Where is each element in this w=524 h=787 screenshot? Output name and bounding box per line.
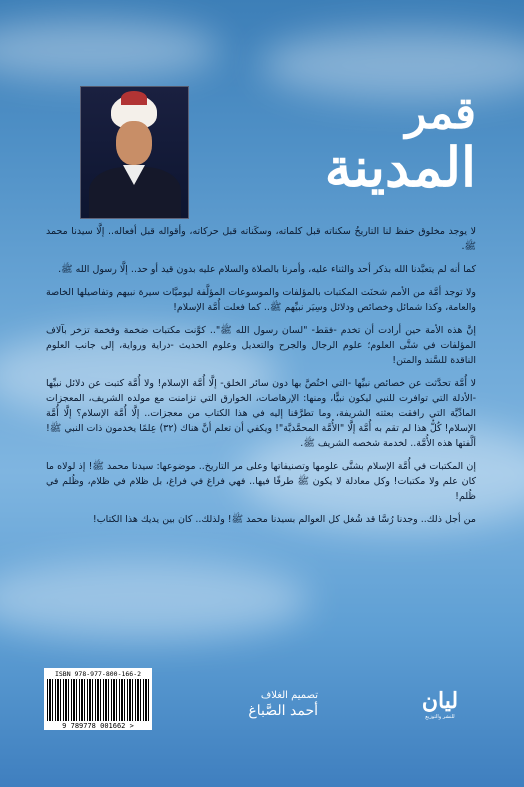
paragraph: لا أُمَّة تحدَّثت عن خصائص نبيِّها -التي اختُصَّ بها دون سائر الخلق- إلَّا أُمَّة الإسلام! ولا أُمَّة كتبت عن دلائل نبيِّها -الأدلة التي توافرت للنبي ليكون نبيًّا، ومنها: الإرهاصات، الخوارق التي تزامنت مع مولده الشريف، المعجزات المادِّيَّة التي رافقت بعثته الشريفة، وما تطرَّقنا إليه في هذا الكتاب من معجزات.. إلَّا أُمَّة الإسلام؟ إلَّا أُمَّة الإسلام! كُلُّ هذا لم تقم به أُمَّة إلَّا "الأُمَّة المحمَّديَّة"! ويكفي أن تعلم أنَّ هناك (٣٢) عِلمًا يخدمون ذات النبي ﷺ! ألَّفتها هذه الأُمَّة.. لخدمة شخصه الشريف ﷺ. bbox=[46, 378, 476, 449]
design-label: تصميم الغلاف bbox=[260, 690, 318, 701]
paragraph: من أجل ذلك.. وجدنا رُسَّا قد شُغل كل العوالم بسيدنا محمد ﷺ! ولذلك.. كان بين يديك هذا الكتاب! bbox=[92, 514, 476, 525]
isbn-barcode bbox=[44, 668, 152, 730]
publisher-logo bbox=[418, 690, 462, 720]
paragraph: كما أنه لم يتعبَّدنا الله بذكر أحد والثناء عليه، وأمرنا بالصلاة والسلام عليه بدون قيد أو حد.. إلَّا رسول الله ﷺ. bbox=[58, 264, 476, 275]
publisher-mark: ليان bbox=[421, 688, 459, 714]
publisher-subtitle: للنشر والتوزيع bbox=[425, 714, 455, 720]
paragraph: ولا توجد أمَّة من الأمم شحنَت المكتبات بالمؤلفات والموسوعات المؤلَّفة ليوميَّات سيرة نبيهم وتفاصيلها الخاصة والعامة، وكذا شمائل وخصائص ودلائل وسِيَر نبيِّهم ﷺ.. كما فعلت أُمَّة الإسلام! bbox=[46, 287, 476, 313]
designer-name: أحمد الصَّباغ bbox=[248, 703, 318, 719]
isbn-text: ISBN 978-977-800-166-2 bbox=[54, 670, 142, 678]
barcode-bars bbox=[47, 679, 149, 721]
barcode-number: 9 789778 001662 > bbox=[62, 722, 134, 730]
paragraph: إنَّ هذه الأمة حين أرادت أن تخدم -فقط- "لسان رسول الله ﷺ".. كوَّنت مكتبات ضخمة وفخمة تزخر بآلاف المؤلفات في شتَّى العلوم؛ علوم الرجال والجرح والتعديل وعلوم الحديث -دراية ورواية، إلى جانب العلوم الناقدة للسَّند والمتن! bbox=[46, 325, 476, 366]
cover-design-credit bbox=[208, 690, 318, 719]
paragraph: إن المكتبات في أُمَّة الإسلام بشتَّى علومها وتصنيفاتها وعلى مر التاريخ.. موضوعها: سيدنا محمد ﷺ! إذ لولاه ما كان علم ولا مكتبات! وكل معادلة لا يكون ﷺ طرفًا فيها.. فهي فراغ في فراغ، بل ظلام في ظلام، وظُلم في ظُلم! bbox=[46, 461, 476, 502]
title-line-2: المدينة bbox=[324, 135, 476, 199]
back-cover-text bbox=[46, 224, 476, 535]
author-photo bbox=[80, 86, 189, 219]
paragraph: لا يوجد مخلوق حفظ لنا التاريخُ سكناته قبل كلماته، وسكَناته قبل حركاته، وأقواله قبل أفعاله.. إلَّا سيدنا محمد ﷺ. bbox=[46, 226, 476, 252]
book-title bbox=[276, 88, 476, 199]
title-line-1: قمر bbox=[405, 88, 476, 139]
